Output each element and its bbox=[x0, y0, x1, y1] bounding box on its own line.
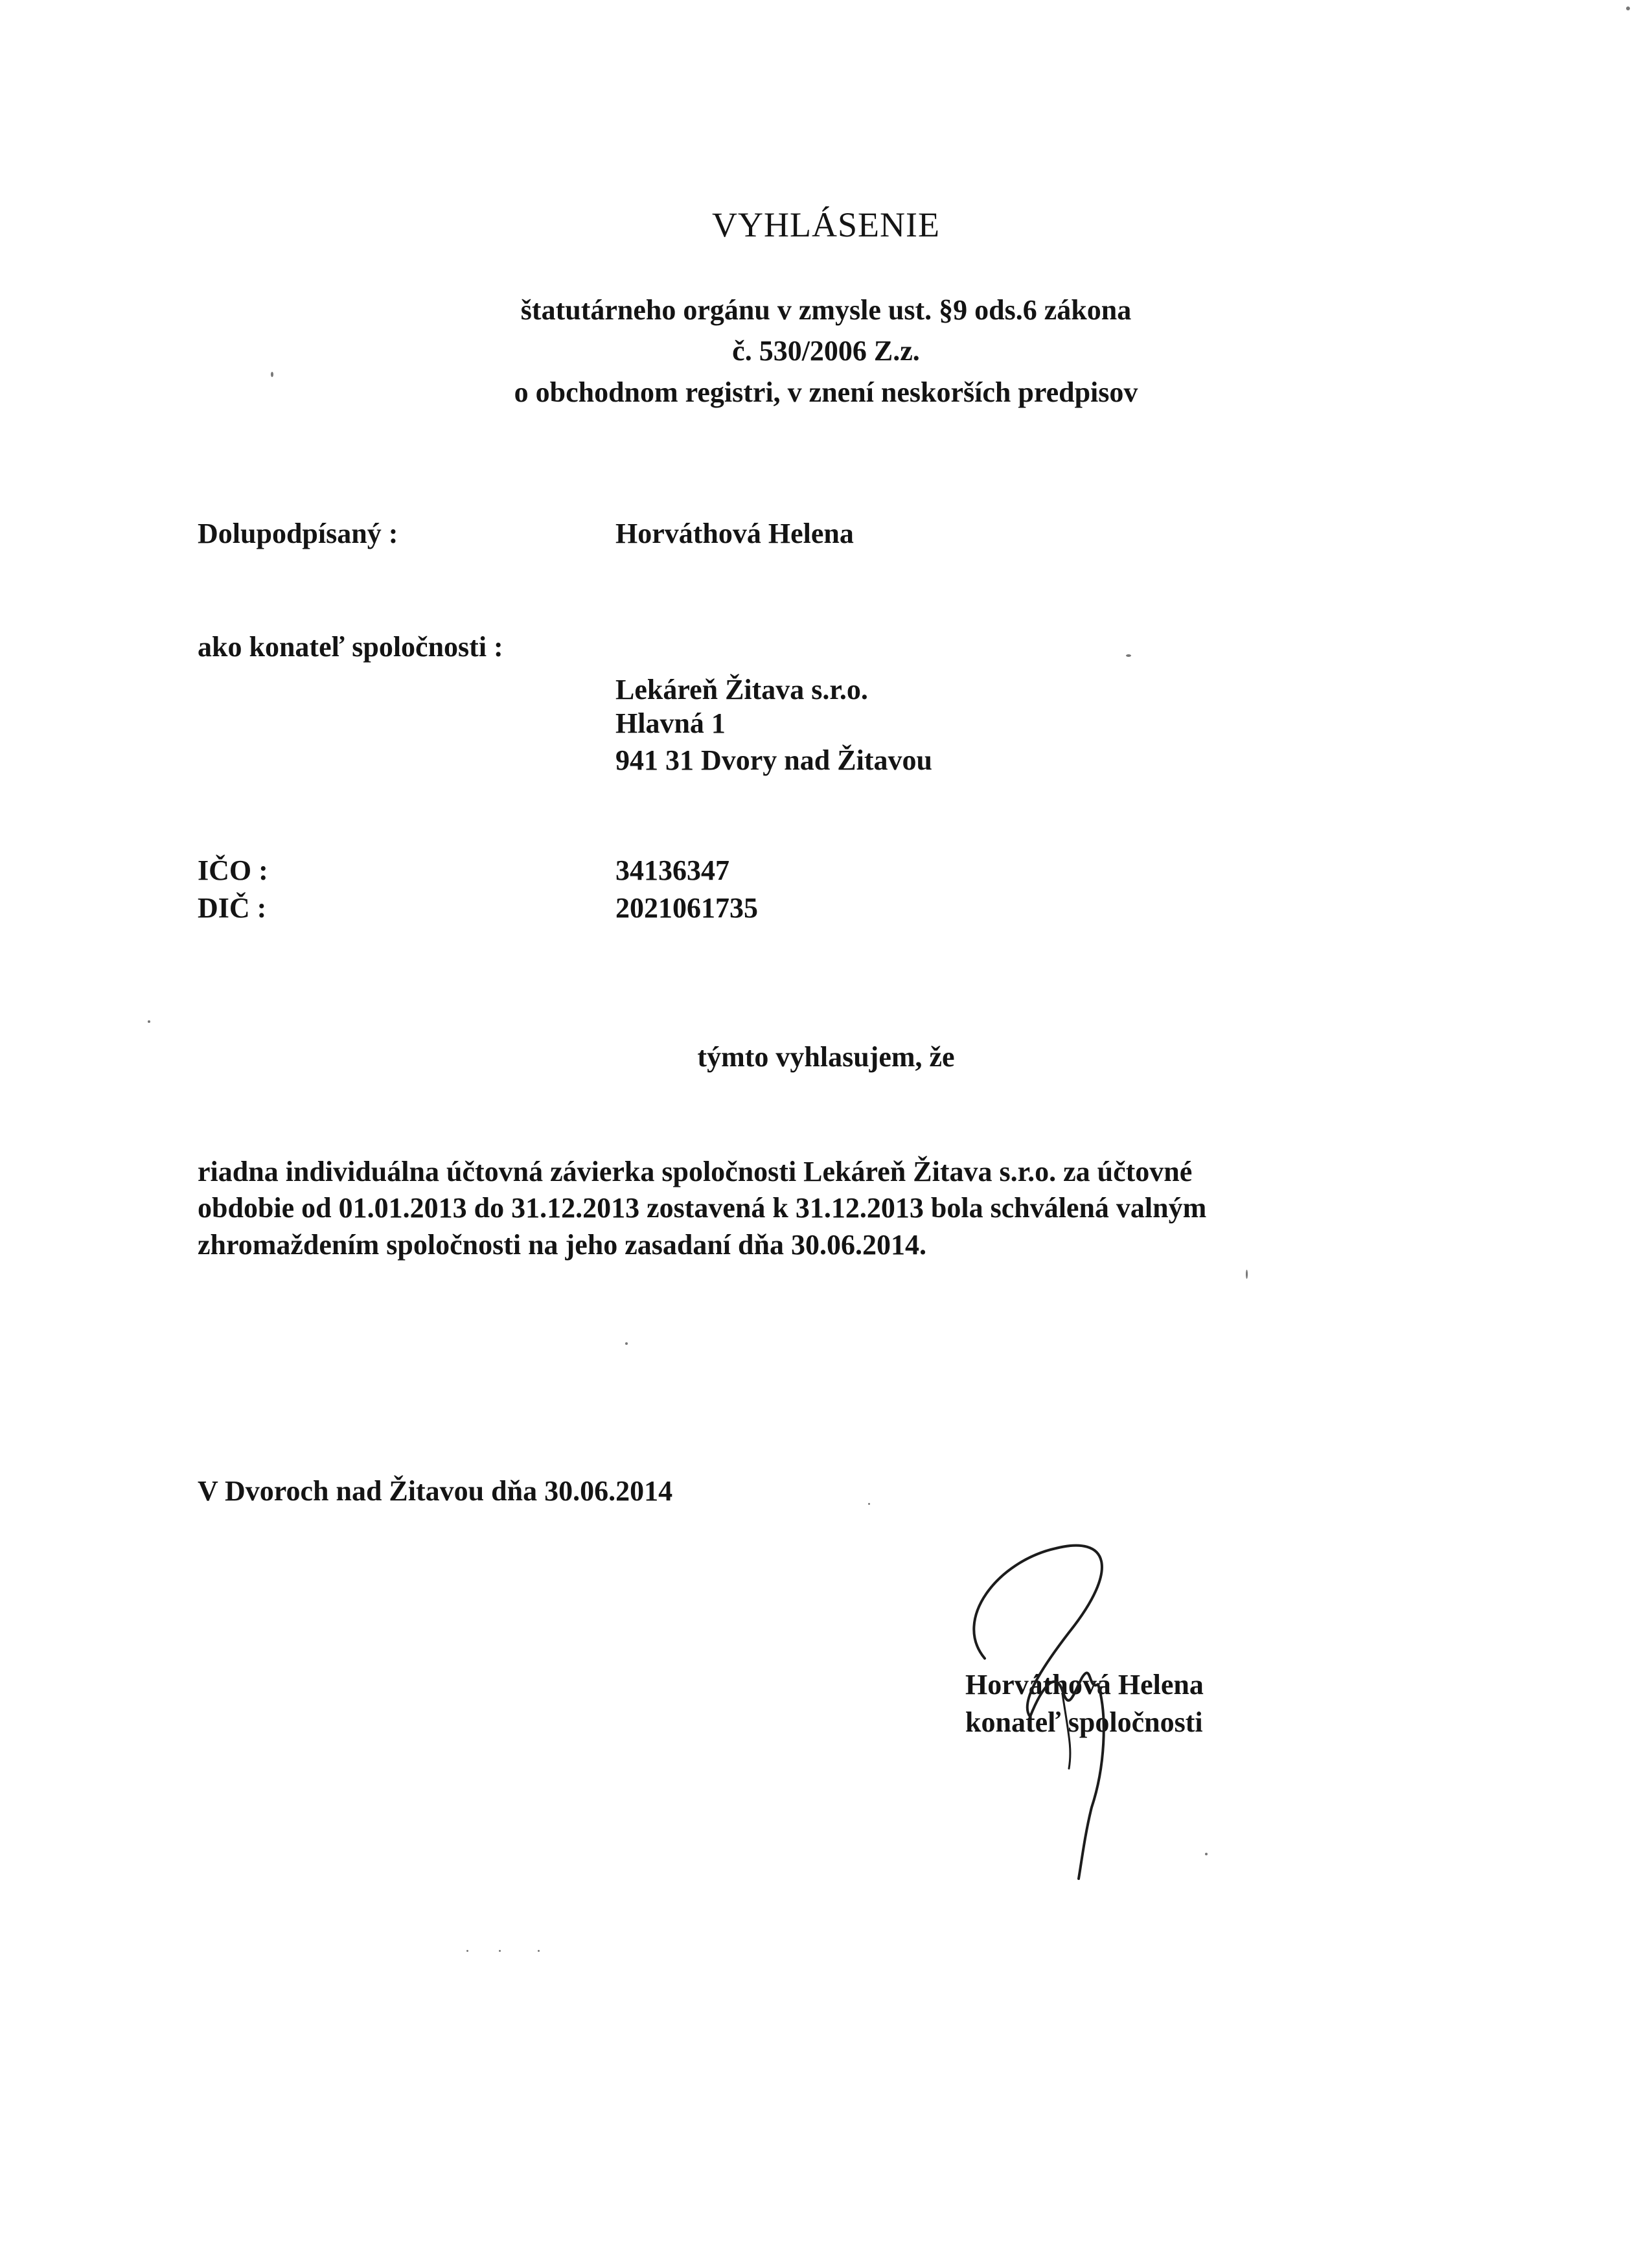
declaration-line-3: zhromaždením spoločnosti na jeho zasadaní dňa 30.06.2014. bbox=[198, 1229, 926, 1261]
subtitle-line-2: č. 530/2006 Z.z. bbox=[732, 335, 920, 367]
dic-label: DIČ : bbox=[198, 892, 267, 924]
signer-role: konateľ spoločnosti bbox=[965, 1706, 1203, 1738]
document-title: VYHLÁSENIE bbox=[712, 205, 940, 244]
declaration-line-2: obdobie od 01.01.2013 do 31.12.2013 zostavená k 31.12.2013 bola schválená valným bbox=[198, 1192, 1207, 1224]
dic-value: 2021061735 bbox=[615, 892, 758, 924]
signatory-label: Dolupodpísaný : bbox=[198, 518, 398, 549]
subtitle-line-3: o obchodnom registri, v znení neskorších predpisov bbox=[514, 376, 1138, 408]
subtitle-line-1: štatutárneho orgánu v zmysle ust. §9 ods.6 zákona bbox=[520, 294, 1132, 326]
company-label: ako konateľ spoločnosti : bbox=[198, 631, 503, 663]
ico-value: 34136347 bbox=[615, 854, 729, 886]
company-city: 941 31 Dvory nad Žitavou bbox=[615, 744, 932, 776]
ico-label: IČO : bbox=[198, 854, 268, 886]
signatory-name: Horváthová Helena bbox=[615, 518, 854, 549]
company-name: Lekáreň Žitava s.r.o. bbox=[615, 674, 868, 705]
place-and-date: V Dvoroch nad Žitavou dňa 30.06.2014 bbox=[198, 1475, 673, 1507]
declaration-line-1: riadna individuálna účtovná závierka spoločnosti Lekáreň Žitava s.r.o. za účtovné bbox=[198, 1156, 1193, 1187]
declaration-intro: týmto vyhlasujem, že bbox=[697, 1041, 955, 1073]
signer-name: Horváthová Helena bbox=[965, 1669, 1204, 1701]
handwritten-signature bbox=[959, 1522, 1179, 1885]
company-street: Hlavná 1 bbox=[615, 707, 726, 739]
